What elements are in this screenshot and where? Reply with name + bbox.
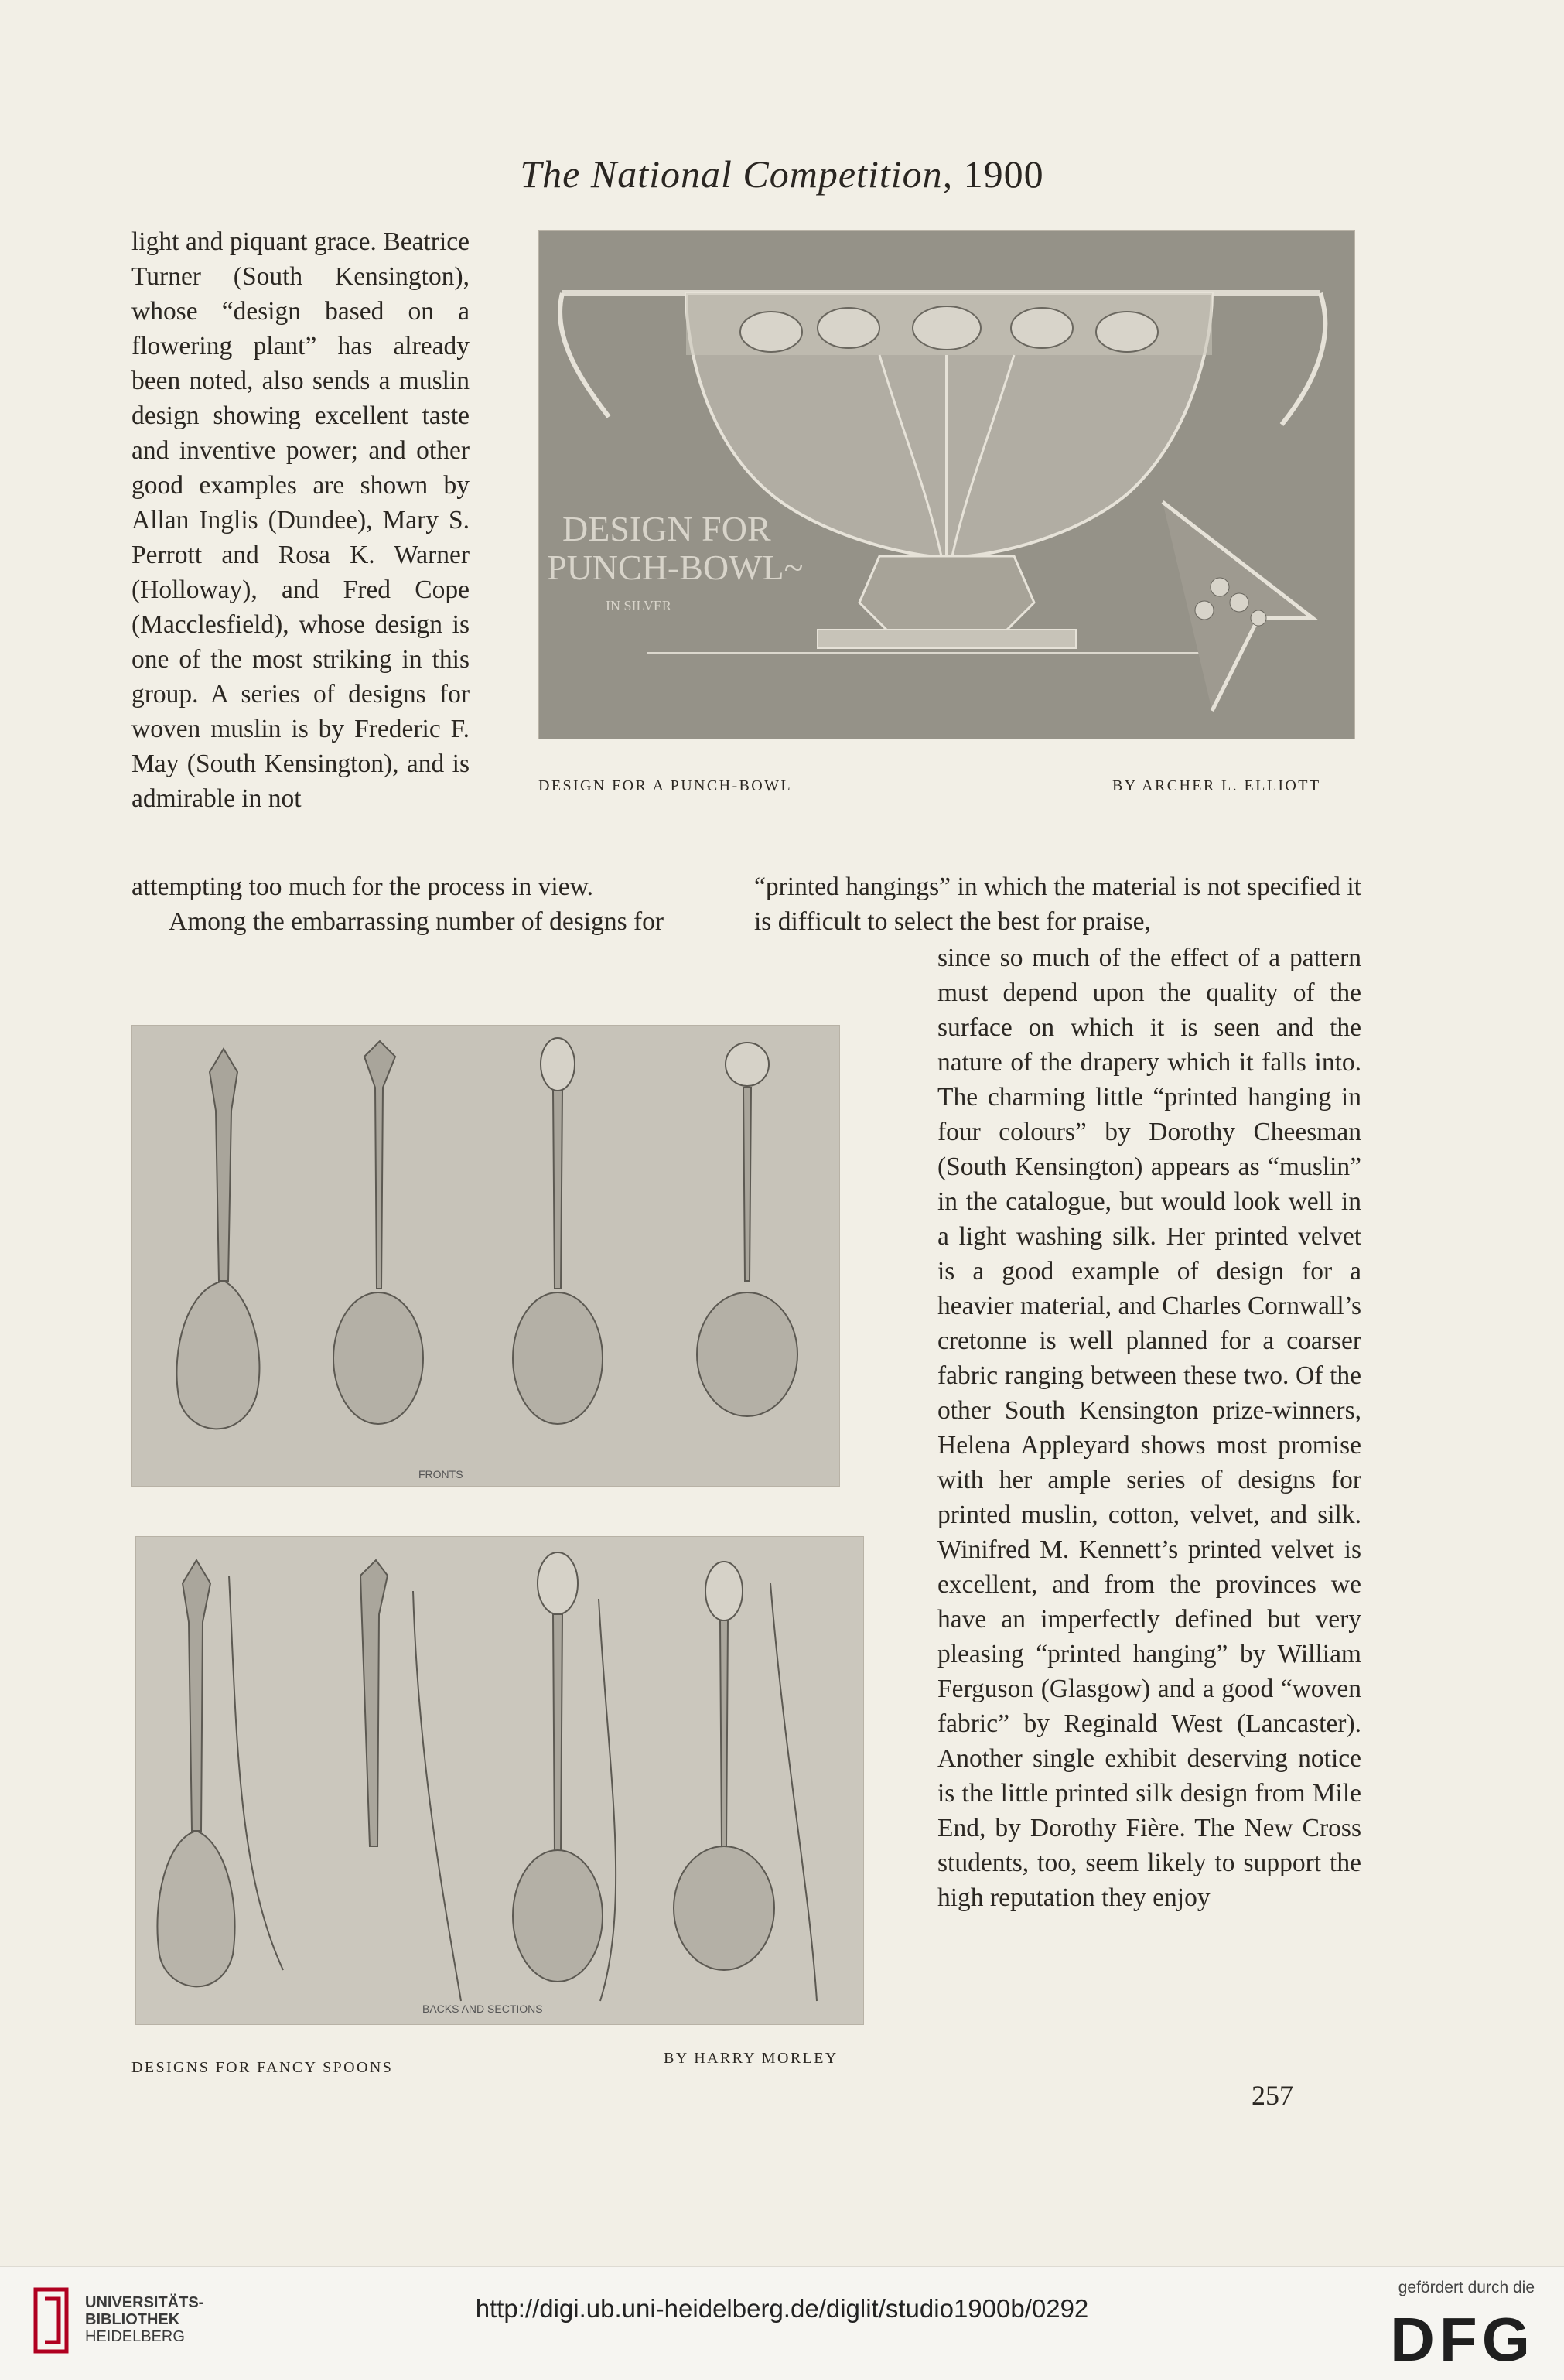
plate-title-line3: IN SILVER <box>606 598 671 613</box>
plate-title-line2: PUNCH-BOWL~ <box>547 548 804 587</box>
spoon-backs-drawing <box>136 1537 863 2024</box>
library-name-line3: HEIDELBERG <box>85 2328 185 2345</box>
running-head <box>0 152 1564 196</box>
left-line-text: attempting too much for the process in view. <box>131 872 593 901</box>
library-name-line2: BIBLIOTHEK <box>85 2311 180 2328</box>
funded-by-label: gefördert durch die <box>1398 2279 1535 2296</box>
bowl-caption-artist: BY ARCHER L. ELLIOTT <box>1112 777 1321 794</box>
library-name-line1: UNIVERSITÄTS- <box>85 2294 204 2311</box>
spoons-caption-artist: BY HARRY MORLEY <box>664 2050 838 2067</box>
running-head-year: 1900 <box>963 152 1044 196</box>
spoon-backs-label: BACKS AND SECTIONS <box>422 2003 543 2015</box>
spoon-fronts-illustration <box>131 1025 840 1487</box>
running-head-title: The National Competition, <box>520 152 954 196</box>
punch-bowl-illustration <box>538 230 1355 739</box>
column-right-lead <box>754 869 1361 939</box>
column-left-top <box>131 224 470 816</box>
column-right <box>937 941 1361 1915</box>
left-para-text: Among the embarrassing number of designs for <box>169 907 664 936</box>
spoon-backs-illustration <box>135 1536 864 2025</box>
right-column-text: since so much of the effect of a pattern must depend upon the quality of the surface on which it is seen and the nature of the drapery which it falls into. The charming little “printed hanging in four colours” by Dorothy Cheesman (South Kensington) appears as “muslin” in the catalogue, but would look well in a light washing silk. Her printed velvet is a good example of design for a heavier material, and Charles Cornwall’s cretonne is well planned for a coarser fabric ranging between these two. Of the other South Kensington prize-winners, Helena Appleyard shows most promise with her ample series of designs for printed muslin, cotton, velvet, and silk. Winifred M. Kennett’s printed velvet is excellent, and from the provinces we have an imperfectly defined but very pleasing “printed hanging” by William Ferguson (Glasgow) and a good “woven fabric” by Reginald West (Lancaster). Another single exhibit deserving notice is the little printed silk design from Mile End, by Dorothy Fière. The New Cross students, too, seem likely to support the high reputation they enjoy <box>937 944 1361 1912</box>
spoon-fronts-drawing <box>132 1026 839 1486</box>
bowl-caption-title: DESIGN FOR A PUNCH-BOWL <box>538 777 793 794</box>
column-left-continuation <box>131 869 735 939</box>
left-top-text: light and piquant grace. Beatrice Turner (South Kensington), whose “design based on a flowering plant” has already been noted, also sends a muslin design showing excellent taste and inventive power; and other good examples are shown by Allan Inglis (Dundee), Mary S. Perrott and Rosa K. Warner (Holloway), and Fred Cope (Macclesfield), whose design is one of the most striking in this group. A series of designs for woven muslin is by Frederic F. May (South Kensington), and is admirable in not <box>131 227 470 813</box>
spoon-fronts-label: FRONTS <box>418 1468 463 1480</box>
permalink[interactable]: http://digi.ub.uni-heidelberg.de/diglit/studio1900b/0292 <box>475 2294 1089 2323</box>
page-number: 257 <box>1252 2080 1293 2111</box>
right-lead-text: “printed hangings” in which the material is not specified it is difficult to select the best for praise, <box>754 872 1361 936</box>
dfg-logo: DFG <box>1390 2305 1535 2374</box>
spoons-caption-title: DESIGNS FOR FANCY SPOONS <box>131 2059 394 2076</box>
plate-title-line1: DESIGN FOR <box>562 509 771 548</box>
punch-bowl-drawing <box>539 231 1354 739</box>
